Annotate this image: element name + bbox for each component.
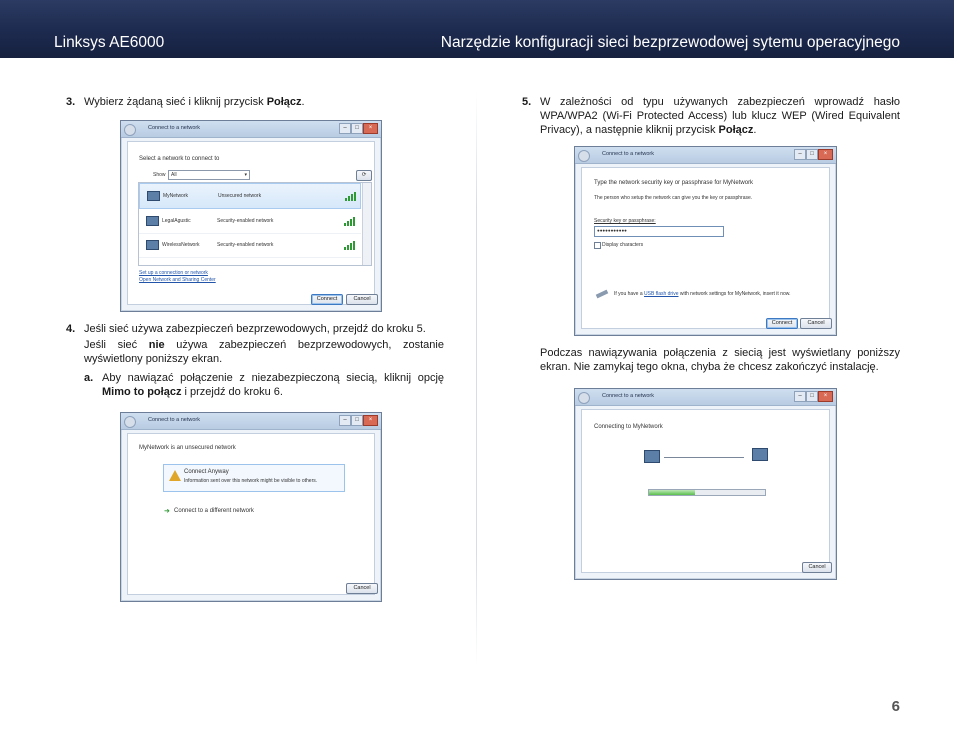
- window-body: [581, 409, 830, 573]
- connect-different-network-link[interactable]: Connect to a different network: [174, 508, 254, 514]
- minimize-button[interactable]: –: [339, 415, 351, 426]
- network-security: Unsecured network: [218, 193, 262, 199]
- network-icon: [752, 448, 768, 461]
- cancel-button[interactable]: Cancel: [346, 583, 378, 594]
- minimize-button[interactable]: –: [339, 123, 351, 134]
- maximize-button[interactable]: □: [806, 391, 818, 402]
- step-4a-text: Aby nawiązać połączenie z niezabezpieczoną siecią, kliknij opcję Mimo to połącz i przejdź do kroku 6.: [102, 372, 444, 398]
- refresh-icon: ⟳: [361, 172, 367, 178]
- computer-icon: [644, 450, 660, 463]
- close-button[interactable]: ×: [818, 149, 833, 160]
- connect-anyway-option[interactable]: [163, 464, 345, 492]
- connection-line: [664, 457, 744, 458]
- page-header: [0, 0, 954, 58]
- usb-flash-drive-link[interactable]: USB flash drive: [644, 291, 679, 297]
- subheading: The person who setup the network can give you the key or passphrase.: [594, 195, 753, 201]
- network-icon: [146, 216, 159, 226]
- heading: MyNetwork is an unsecured network: [139, 445, 236, 451]
- cancel-button[interactable]: Cancel: [802, 562, 832, 573]
- maximize-button[interactable]: □: [351, 415, 363, 426]
- window-body: [127, 141, 375, 305]
- show-dropdown[interactable]: [168, 170, 250, 180]
- close-button[interactable]: ×: [818, 391, 833, 402]
- step-3-number: 3.: [66, 96, 76, 108]
- window-body: [127, 433, 375, 595]
- heading: Connecting to MyNetwork: [594, 424, 663, 430]
- product-title: Linksys AE6000: [54, 34, 165, 51]
- connect-button[interactable]: Connect: [766, 318, 798, 329]
- step-4-number: 4.: [66, 323, 76, 335]
- window-title: Connect to a network: [602, 393, 654, 399]
- network-name: WirelessNetwork: [162, 242, 200, 248]
- heading: Select a network to connect to: [139, 156, 220, 162]
- cancel-button[interactable]: Cancel: [346, 294, 378, 305]
- warning-shield-icon: [169, 470, 181, 481]
- show-value: All: [171, 172, 177, 178]
- chevron-down-icon: ▾: [244, 172, 247, 178]
- connecting-window: [574, 388, 837, 580]
- network-security: Security-enabled network: [217, 218, 274, 224]
- usb-drive-icon: [596, 290, 609, 299]
- show-label: Show: [153, 172, 166, 178]
- section-title: Narzędzie konfiguracji sieci bezprzewodowej sytemu operacyjnego: [440, 34, 900, 51]
- step-5-number: 5.: [522, 96, 532, 108]
- security-key-input[interactable]: [594, 226, 724, 237]
- connect-button[interactable]: Connect: [311, 294, 343, 305]
- security-key-window: [574, 146, 837, 336]
- back-button[interactable]: [124, 124, 136, 136]
- connecting-info-text: Podczas nawiązywania połączenia z siecią jest wyświetlany poniższy ekran. Nie zamykaj tego okna, chyba że chcesz zakończyć instalację.: [540, 347, 900, 373]
- progress-bar: [648, 489, 766, 496]
- minimize-button[interactable]: –: [794, 391, 806, 402]
- back-button[interactable]: [578, 150, 590, 162]
- network-name: MyNetwork: [163, 193, 189, 199]
- minimize-button[interactable]: –: [794, 149, 806, 160]
- key-field-label: Security key or passphrase:: [594, 218, 656, 224]
- window-title: Connect to a network: [148, 125, 200, 131]
- select-network-window: [120, 120, 382, 312]
- maximize-button[interactable]: □: [806, 149, 818, 160]
- network-sharing-center-link[interactable]: Open Network and Sharing Center: [139, 277, 216, 283]
- usb-hint: If you have a USB flash drive with network settings for MyNetwork, insert it now.: [614, 291, 791, 297]
- network-name: LegalAgustic: [162, 218, 191, 224]
- close-button[interactable]: ×: [363, 415, 378, 426]
- option-description: Information sent over this network might be visible to others.: [184, 478, 318, 484]
- title-bar: [575, 147, 836, 164]
- title-bar: [121, 413, 381, 430]
- heading: Type the network security key or passphrase for MyNetwork: [594, 180, 754, 186]
- signal-bars-icon: [344, 241, 356, 250]
- step-4-line2: Jeśli sieć nie używa zabezpieczeń bezprzewodowych, zostanie wyświetlony poniższy ekran.: [84, 339, 444, 365]
- network-row-0[interactable]: [139, 183, 361, 209]
- signal-bars-icon: [345, 192, 357, 201]
- scrollbar[interactable]: [362, 183, 371, 265]
- network-list: [138, 182, 372, 266]
- back-button[interactable]: [124, 416, 136, 428]
- title-bar: [121, 121, 381, 138]
- network-icon: [147, 191, 160, 201]
- window-title: Connect to a network: [602, 151, 654, 157]
- refresh-button[interactable]: [356, 170, 372, 181]
- unsecured-network-window: [120, 412, 382, 602]
- cancel-button[interactable]: Cancel: [800, 318, 832, 329]
- signal-bars-icon: [344, 217, 356, 226]
- step-4a-letter: a.: [84, 372, 94, 384]
- network-row-2[interactable]: [139, 233, 361, 258]
- checkbox-label: Display characters: [602, 242, 644, 248]
- display-characters-checkbox[interactable]: [594, 242, 601, 249]
- green-arrow-icon: ➜: [164, 508, 170, 515]
- window-body: [581, 167, 830, 329]
- back-button[interactable]: [578, 392, 590, 404]
- network-row-1[interactable]: [139, 209, 361, 234]
- step-5-text: W zależności od typu używanych zabezpieczeń wprowadź hasło WPA/WPA2 (Wi-Fi Protected Access) lub klucz WEP (Wired Equivalent Privacy), a następnie kliknij przycisk Połącz.: [540, 96, 900, 136]
- setup-connection-link[interactable]: Set up a connection or network: [139, 270, 208, 276]
- step-4-line1: Jeśli sieć używa zabezpieczeń bezprzewodowych, przejdź do kroku 5.: [84, 323, 426, 335]
- maximize-button[interactable]: □: [351, 123, 363, 134]
- column-divider: [476, 92, 477, 667]
- network-icon: [146, 240, 159, 250]
- page-number: 6: [891, 698, 900, 715]
- title-bar: [575, 389, 836, 406]
- window-title: Connect to a network: [148, 417, 200, 423]
- step-3-text: Wybierz żądaną sieć i kliknij przycisk Połącz.: [84, 96, 305, 108]
- close-button[interactable]: ×: [363, 123, 378, 134]
- network-security: Security-enabled network: [217, 242, 274, 248]
- progress-fill: [649, 490, 695, 495]
- option-title: Connect Anyway: [184, 469, 229, 475]
- security-key-value: ●●●●●●●●●●●: [597, 228, 627, 233]
